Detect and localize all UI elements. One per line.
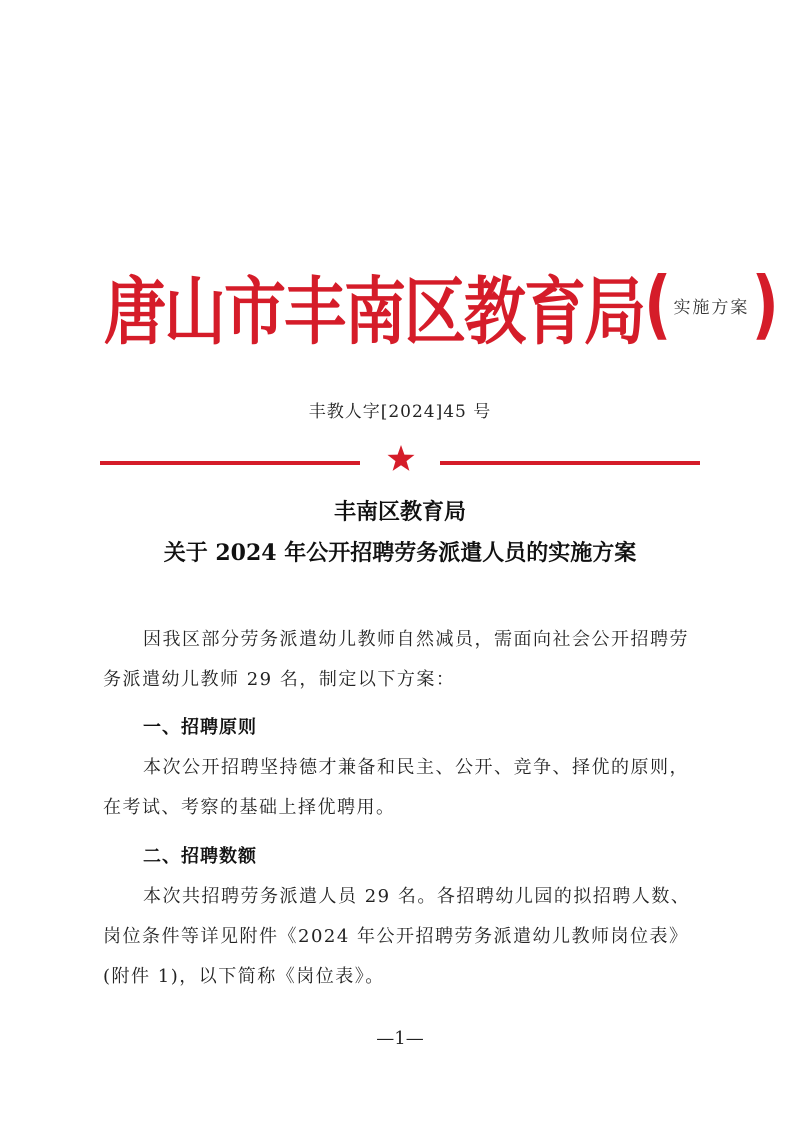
principles-paragraph [103,748,703,828]
header-paren-close: ) [751,261,779,349]
document-number: 丰教人字[2024]45 号 [308,402,492,422]
red-star-icon [386,444,416,474]
document-title-line-2: 关于 2024 年公开招聘劳务派遣人员的实施方案 [163,540,637,566]
intro-text: 因我区部分劳务派遣幼儿教师自然减员，需面向社会公开招聘劳务派遣幼儿教师 29 名，制定以下方案： [103,629,689,690]
section-heading-principles: 一、招聘原则 [143,717,257,738]
document-title-line-1: 丰南区教育局 [333,499,466,525]
header-paren-open: ( [644,261,672,349]
document-header [104,260,779,354]
principles-text: 本次公开招聘坚持德才兼备和民主、公开、竞争、择优的原则，在考试、考察的基础上择优聘用。 [103,757,689,818]
section-heading-quota: 二、招聘数额 [143,846,257,867]
divider-line-left [100,461,360,465]
quota-paragraph [103,877,703,997]
issuing-organization: 唐山市丰南区教育局 [104,267,645,354]
quota-text: 本次共招聘劳务派遣人员 29 名。各招聘幼儿园的拟招聘人数、岗位条件等详见附件《2024 年公开招聘劳务派遣幼儿教师岗位表》(附件 1)，以下简称《岗位表》。 [103,886,691,987]
divider-line-right [440,461,700,465]
header-divider [100,450,700,476]
intro-paragraph [103,620,703,700]
document-type-label: 实施方案 [673,297,750,318]
page-number: —1— [376,1028,424,1049]
